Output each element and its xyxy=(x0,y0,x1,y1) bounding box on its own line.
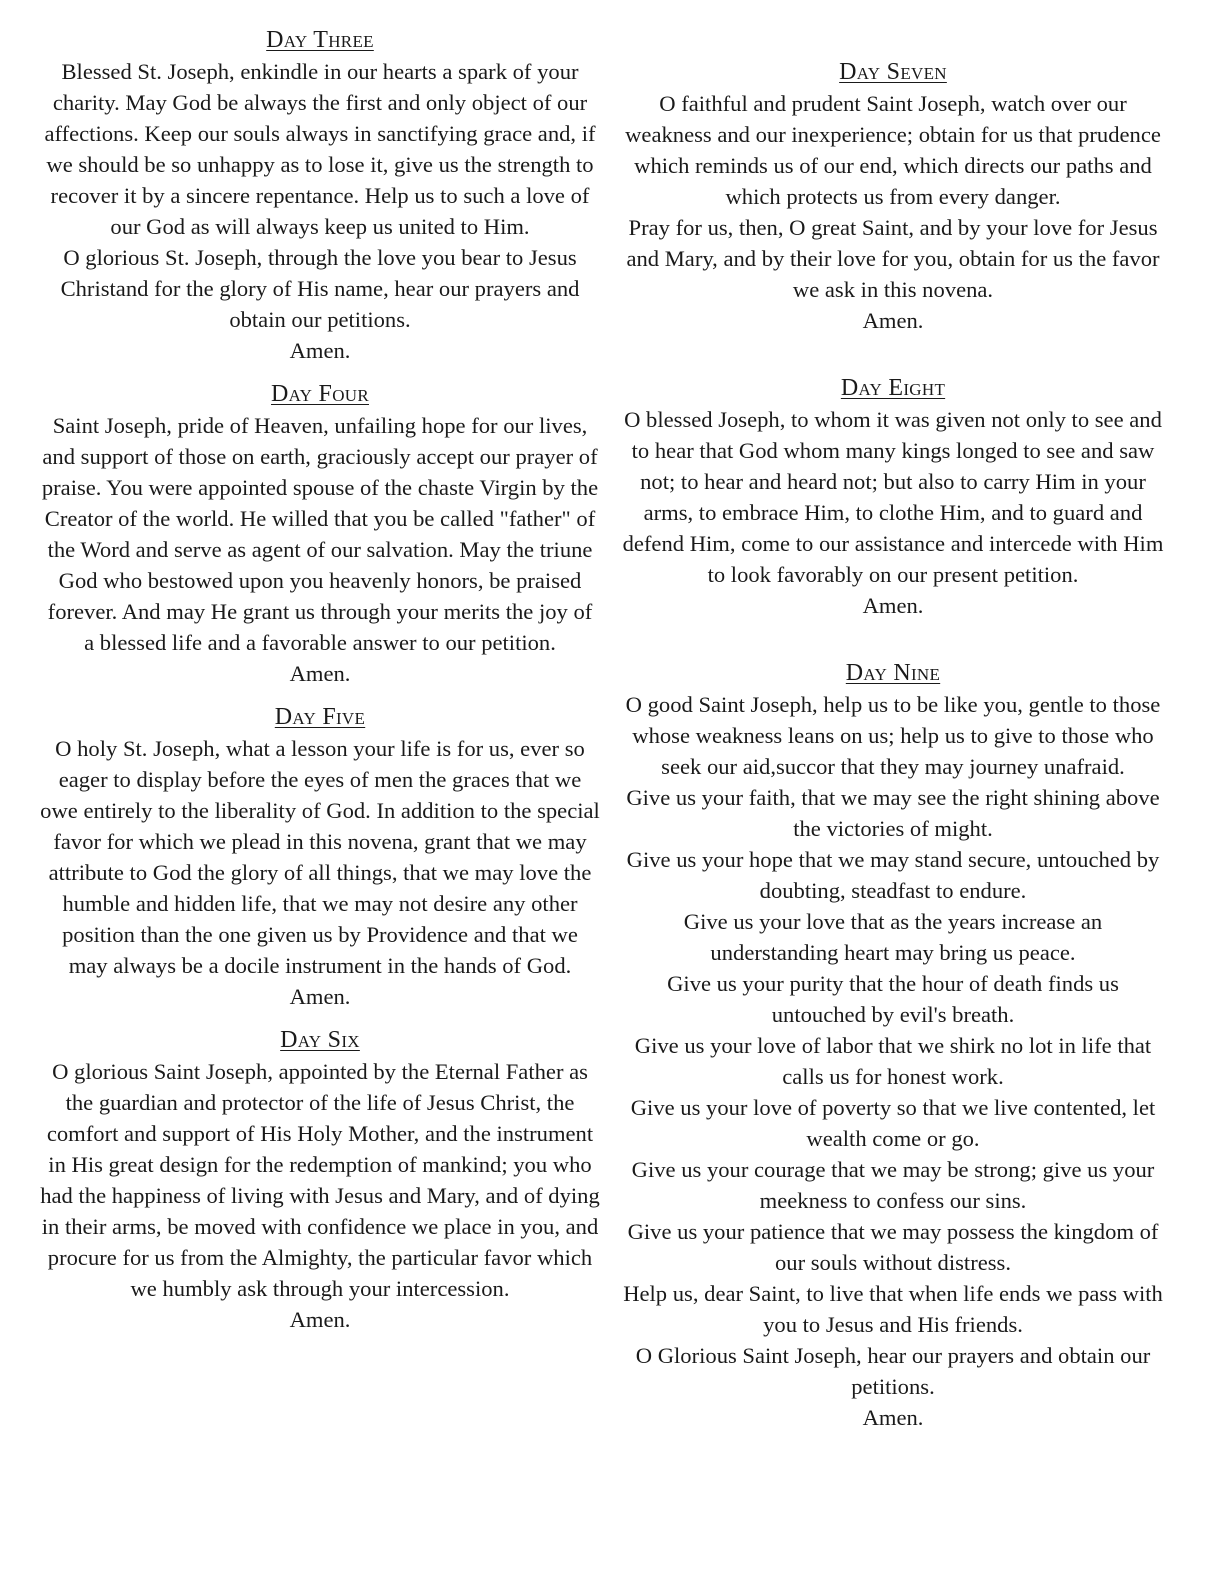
prayer-paragraph: O glorious St. Joseph, through the love you bear to Jesus Christand for the glory of His name, hear our prayers and obtain our petitions. xyxy=(60,245,580,332)
section-heading: Day Three xyxy=(266,27,374,53)
prayer-paragraph: Give us your love of poverty so that we live contented, let wealth come or go. xyxy=(630,1095,1156,1151)
section-heading: Day Eight xyxy=(840,375,946,401)
amen-line: Amen. xyxy=(289,338,351,363)
prayer-paragraph: O holy St. Joseph, what a lesson your life is for us, ever so eager to display before the eyes of men the graces that we owe entirely to the liberality of God. In addition to the special favor for which we plead in this novena, grant that we may attribute to God the glory of all things, that we may love the humble and hidden life, that we may not desire any other position than the one given us by Providence and that we may always be a docile instrument in the hands of God. xyxy=(40,736,600,978)
prayer-paragraph: Saint Joseph, pride of Heaven, unfailing hope for our lives, and support of those on earth, graciously accept our prayer of praise. You were appointed spouse of the chaste Virgin by the Creator of the world. He willed that you be called "father" of the Word and serve as agent of our salvation. May the triune God who bestowed upon you heavenly honors, be praised forever. And may He grant us through your merits the joy of a blessed life and a favorable answer to our petition. xyxy=(41,413,599,655)
prayer-paragraph: Give us your patience that we may possess the kingdom of our souls without distress. xyxy=(627,1219,1159,1275)
section-day-eight xyxy=(618,373,1168,621)
prayer-paragraph: Blessed St. Joseph, enkindle in our hearts a spark of your charity. May God be always the first and only object of our affections. Keep our souls always in sanctifying grace and, if we should be so unhappy as to lose it, give us the strength to recover it by a sincere repentance. Help us to such a love of our God as will always keep us united to Him. xyxy=(44,59,596,239)
prayer-paragraph: Give us your purity that the hour of death finds us untouched by evil's breath. xyxy=(667,971,1119,1027)
amen-line: Amen. xyxy=(289,1307,351,1332)
prayer-paragraph: Give us your faith, that we may see the right shining above the victories of might. xyxy=(626,785,1160,841)
section-day-three xyxy=(40,25,600,366)
section-heading: Day Seven xyxy=(839,59,947,85)
prayer-paragraph: O faithful and prudent Saint Joseph, watch over our weakness and our inexperience; obtain for us that prudence which reminds us of our end, which directs our paths and which protects us from every danger. xyxy=(625,91,1161,209)
amen-line: Amen. xyxy=(289,661,351,686)
amen-line: Amen. xyxy=(289,984,351,1009)
prayer-paragraph: O blessed Joseph, to whom it was given not only to see and to hear that God whom many kings longed to see and saw not; to hear and heard not; but also to carry Him in your arms, to embrace Him, to clothe Him, and to guard and defend Him, come to our assistance and intercede with Him to look favorably on our present petition. xyxy=(622,407,1164,587)
section-day-five xyxy=(40,702,600,1012)
right-column xyxy=(618,0,1168,1433)
prayer-paragraph: Help us, dear Saint, to live that when life ends we pass with you to Jesus and His friends. xyxy=(623,1281,1163,1337)
prayer-paragraph: Give us your love that as the years increase an understanding heart may bring us peace. xyxy=(683,909,1103,965)
prayer-paragraph: O good Saint Joseph, help us to be like you, gentle to those whose weakness leans on us; help us to give to those who seek our aid,succor that they may journey unafraid. xyxy=(625,692,1161,779)
prayer-paragraph: Give us your courage that we may be strong; give us your meekness to confess our sins. xyxy=(631,1157,1155,1213)
section-heading: Day Six xyxy=(280,1027,360,1053)
amen-line: Amen. xyxy=(862,1405,924,1430)
section-heading: Day Four xyxy=(271,381,369,407)
amen-line: Amen. xyxy=(862,308,924,333)
prayer-paragraph: O glorious Saint Joseph, appointed by the Eternal Father as the guardian and protector of the life of Jesus Christ, the comfort and support of His Holy Mother, and the instrument in His great design for the redemption of mankind; you who had the happiness of living with Jesus and Mary, and of dying in their arms, be moved with confidence we place in you, and procure for us from the Almighty, the particular favor which we humbly ask through your intercession. xyxy=(40,1059,600,1301)
section-heading: Day Five xyxy=(274,704,366,730)
prayer-paragraph: O Glorious Saint Joseph, hear our prayers and obtain our petitions. xyxy=(635,1343,1151,1399)
left-column xyxy=(40,0,600,1335)
prayer-paragraph: Pray for us, then, O great Saint, and by your love for Jesus and Mary, and by their love for you, obtain for us the favor we ask in this novena. xyxy=(626,215,1160,302)
amen-line: Amen. xyxy=(862,593,924,618)
prayer-paragraph: Give us your love of labor that we shirk no lot in life that calls us for honest work. xyxy=(634,1033,1152,1089)
prayer-paragraph: Give us your hope that we may stand secure, untouched by doubting, steadfast to endure. xyxy=(626,847,1160,903)
section-day-four xyxy=(40,379,600,689)
section-day-nine xyxy=(618,658,1168,1433)
section-day-seven xyxy=(618,57,1168,336)
section-heading: Day Nine xyxy=(845,660,941,686)
section-day-six xyxy=(40,1025,600,1335)
